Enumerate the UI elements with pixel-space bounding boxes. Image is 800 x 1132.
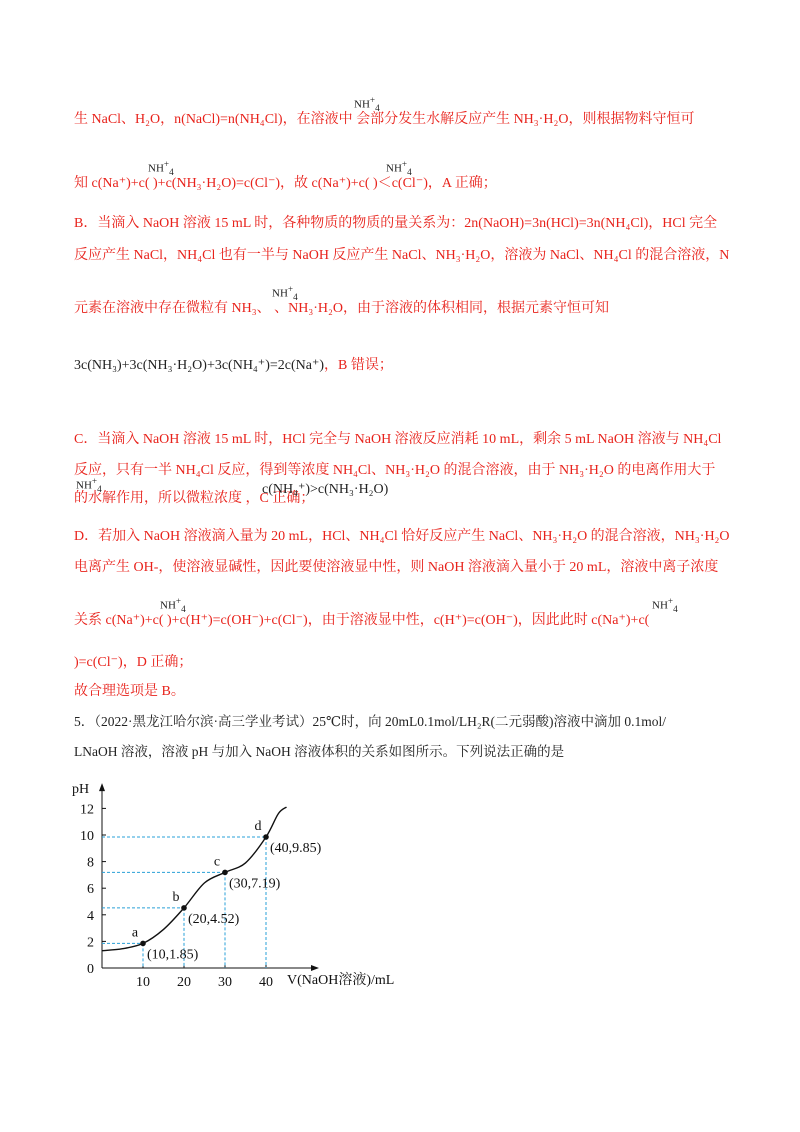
y-tick-label: 6 bbox=[87, 882, 94, 898]
nh4-charge: + bbox=[287, 284, 294, 294]
nh4-sub: 4 bbox=[407, 166, 412, 177]
text-line-8: 的水解作用，所以微粒浓度 ，C 正确； bbox=[74, 491, 315, 506]
text-line-7: 反应，只有一半 NH₄Cl 反应，得到等浓度 NH₄Cl、NH₃·H₂O 的混合溶液，由于 NH₃·H₂O 的电离作用大于 bbox=[74, 463, 716, 478]
nh4-charge: + bbox=[369, 95, 376, 105]
point-coord-label-a: (10,1.85) bbox=[147, 947, 199, 963]
point-name-d: d bbox=[254, 818, 262, 834]
nh4-sub: 4 bbox=[673, 603, 678, 614]
nh4-base: NH bbox=[386, 162, 402, 175]
nh4-formula bbox=[272, 285, 298, 302]
nh4-formula bbox=[652, 597, 678, 614]
concentration-compare: c(NH₄⁺)>c(NH₃·H₂O) bbox=[262, 482, 389, 497]
nh4-formula bbox=[76, 477, 102, 494]
y-tick-label: 0 bbox=[87, 962, 94, 977]
point-coord-label-c: (30,7.19) bbox=[229, 876, 281, 892]
text-line-6: C．当滴入 NaOH 溶液 15 mL 时，HCl 完全与 NaOH 溶液反应消耗 10 mL，剩余 5 mL NaOH 溶液与 NH₄Cl bbox=[74, 432, 722, 447]
y-tick-label: 12 bbox=[80, 802, 94, 818]
nh4-charge: + bbox=[163, 159, 170, 169]
point-coord-label-d: (40,9.85) bbox=[270, 840, 322, 856]
x-axis-label: V(NaOH溶液)/mL bbox=[287, 973, 395, 988]
nh4-base: NH bbox=[148, 162, 164, 175]
point-name-b: b bbox=[172, 889, 180, 905]
nh4-sub: 4 bbox=[375, 102, 380, 113]
x-tick-label: 40 bbox=[259, 975, 273, 990]
point-d bbox=[263, 834, 269, 840]
text-line-2: 知 c(Na⁺)+c( )+c(NH₃·H₂O)=c(Cl⁻)，故 c(Na⁺)+c( )＜c(Cl⁻)，A 正确； bbox=[74, 176, 497, 191]
text-line-5: 元素在溶液中存在微粒有 NH₃、 、NH₃·H₂O，由于溶液的体积相同，根据元素守恒可知 bbox=[74, 301, 609, 316]
nh4-formula bbox=[386, 160, 412, 177]
x-axis-arrow bbox=[311, 965, 319, 971]
nh4-sub: 4 bbox=[293, 291, 298, 302]
point-a bbox=[140, 941, 146, 947]
nh4-formula bbox=[354, 96, 380, 113]
nh4-formula bbox=[160, 597, 186, 614]
nh4-base: NH bbox=[354, 98, 370, 111]
nh4-charge: + bbox=[91, 476, 98, 486]
y-tick-label: 10 bbox=[80, 829, 94, 844]
equation-text: 3c(NH₃)+3c(NH₃·H₂O)+3c(NH₄⁺)=2c(Na⁺) bbox=[74, 358, 325, 373]
nh4-sub: 4 bbox=[169, 166, 174, 177]
equation-b bbox=[74, 354, 393, 374]
point-name-a: a bbox=[131, 925, 139, 941]
text-line-10: 电离产生 OH-，使溶液显碱性，因此要使溶液显中性，则 NaOH 溶液滴入量小于 20 mL，溶液中离子浓度 bbox=[74, 560, 719, 575]
nh4-charge: + bbox=[401, 159, 408, 169]
nh4-formula bbox=[148, 160, 174, 177]
question-line-2: LNaOH 溶液，溶液 pH 与加入 NaOH 溶液体积的关系如图所示。下列说法正确的是 bbox=[74, 744, 565, 759]
y-tick-label: 2 bbox=[87, 935, 94, 951]
y-axis-label: pH bbox=[72, 782, 90, 798]
nh4-charge: + bbox=[667, 596, 674, 606]
y-tick-label: 8 bbox=[87, 855, 94, 871]
nh4-base: NH bbox=[160, 599, 176, 612]
point-c bbox=[222, 870, 228, 876]
x-tick-label: 20 bbox=[177, 975, 191, 990]
x-tick-label: 10 bbox=[136, 975, 150, 990]
text-line-9: D．若加入 NaOH 溶液滴入量为 20 mL，HCl、NH₄Cl 恰好反应产生 NaCl、NH₃·H₂O 的混合溶液，NH₃·H₂O bbox=[74, 529, 730, 544]
ph-titration-chart bbox=[70, 760, 430, 990]
equation-tail: ，B 错误； bbox=[324, 358, 393, 373]
text-line-12: )=c(Cl⁻)，D 正确； bbox=[74, 655, 193, 670]
point-b bbox=[181, 905, 187, 911]
nh4-sub: 4 bbox=[97, 483, 102, 494]
point-coord-label-b: (20,4.52) bbox=[188, 911, 240, 927]
text-line-13: 故合理选项是 B。 bbox=[74, 684, 185, 699]
y-tick-label: 4 bbox=[87, 908, 94, 924]
text-line-1: 生 NaCl、H₂O，n(NaCl)=n(NH₄Cl)，在溶液中 会部分发生水解反应产生 NH₃·H₂O，则根据物料守恒可 bbox=[74, 112, 695, 127]
y-axis-arrow bbox=[99, 783, 105, 791]
nh4-base: NH bbox=[272, 287, 288, 300]
text-line-11: 关系 c(Na⁺)+c( )+c(H⁺)=c(OH⁻)+c(Cl⁻)，由于溶液显中性，c(H⁺)=c(OH⁻)，因此此时 c(Na⁺)+c( bbox=[74, 613, 650, 628]
point-name-c: c bbox=[213, 854, 221, 870]
nh4-base: NH bbox=[652, 599, 668, 612]
nh4-sub: 4 bbox=[181, 603, 186, 614]
nh4-charge: + bbox=[175, 596, 182, 606]
text-line-3: B．当滴入 NaOH 溶液 15 mL 时，各种物质的物质的量关系为：2n(NaOH)=3n(HCl)=3n(NH₄Cl)，HCl 完全 bbox=[74, 216, 718, 231]
text-line-4: 反应产生 NaCl，NH₄Cl 也有一半与 NaOH 反应产生 NaCl、NH₃·H₂O，溶液为 NaCl、NH₄Cl 的混合溶液，N bbox=[74, 248, 730, 263]
x-tick-label: 30 bbox=[218, 975, 232, 990]
question-line-1: 5．（2022·黑龙江哈尔滨·高三学业考试）25℃时，向 20mL0.1mol/LH₂R(二元弱酸)溶液中滴加 0.1mol/ bbox=[74, 714, 667, 729]
nh4-base: NH bbox=[76, 479, 92, 492]
